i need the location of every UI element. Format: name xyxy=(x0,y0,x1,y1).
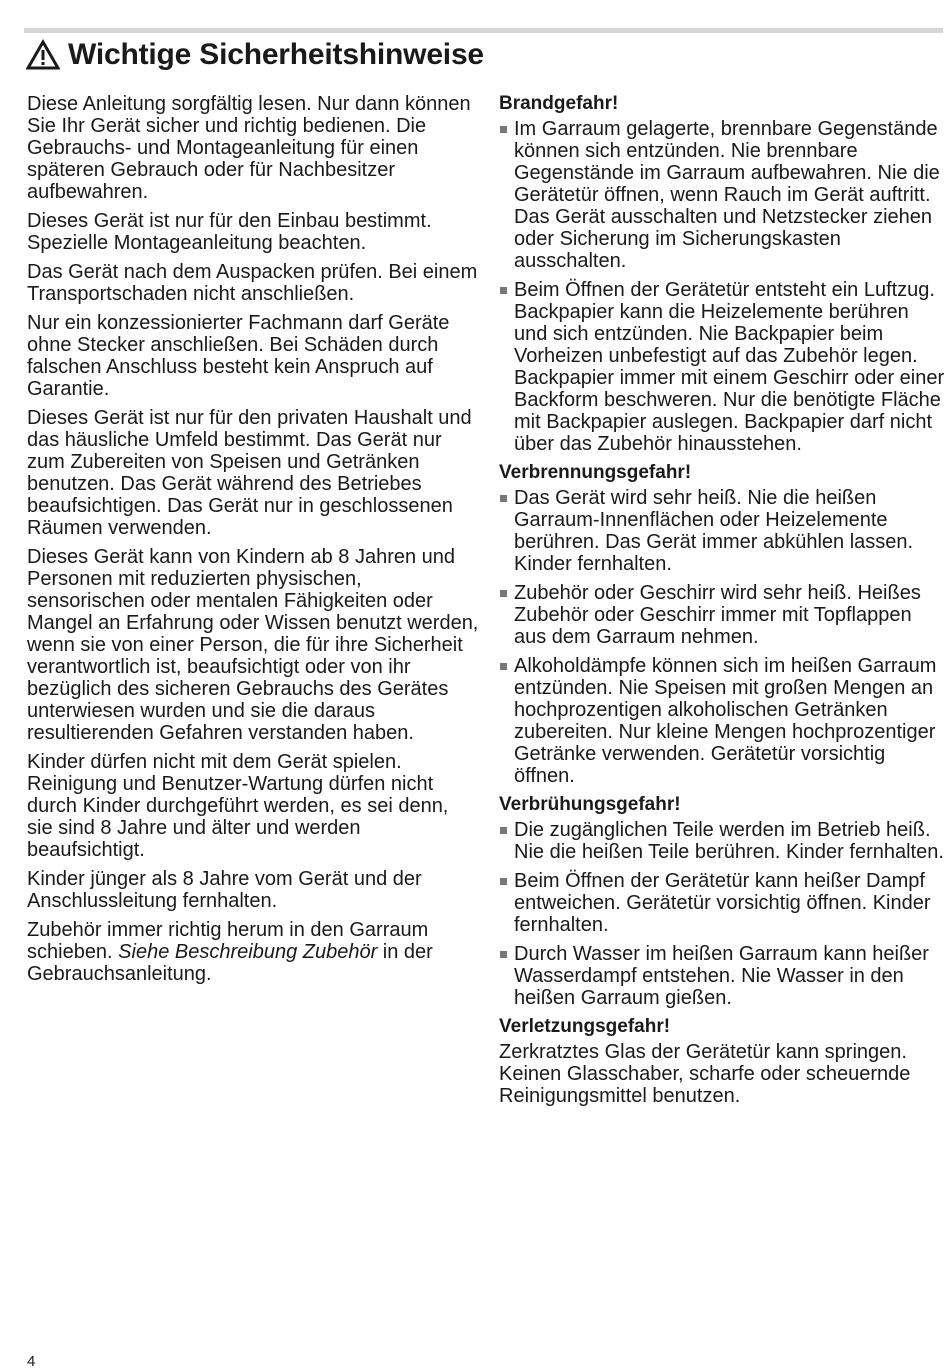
warning-triangle-icon xyxy=(26,39,62,71)
list-item xyxy=(499,118,945,272)
list-item xyxy=(499,655,945,787)
list-item xyxy=(499,819,945,863)
square-bullet-icon xyxy=(500,663,507,670)
paragraph: Dieses Gerät ist nur für den Einbau bestimmt. Spezielle Montageanleitung beachten. xyxy=(27,210,432,254)
page-number: 4 xyxy=(27,1353,36,1370)
paragraph: Das Gerät nach dem Auspacken prüfen. Bei einem Transportschaden nicht anschließen. xyxy=(27,261,478,305)
list-item-text: Durch Wasser im heißen Garraum kann heißer Wasserdampf entstehen. Nie Wasser in den heißen Garraum gießen. xyxy=(514,943,929,1009)
square-bullet-icon xyxy=(500,827,507,834)
title-row xyxy=(26,35,484,75)
square-bullet-icon xyxy=(500,878,507,885)
paragraph: Zerkratztes Glas der Gerätetür kann springen. Keinen Glasschaber, scharfe oder scheuernde Reinigungsmittel benutzen. xyxy=(499,1041,911,1107)
list-item xyxy=(499,582,945,648)
list-item xyxy=(499,870,945,936)
list-item-text: Zubehör oder Geschirr wird sehr heiß. Heißes Zubehör oder Geschirr immer mit Topflappen aus dem Garraum nehmen. xyxy=(514,582,921,648)
paragraph-text: in der Gebrauchsanleitung. xyxy=(27,941,433,985)
paragraph: Dieses Gerät ist nur für den privaten Haushalt und das häusliche Umfeld bestimmt. Das Gerät nur zum Zubereiten von Speisen und Getränken benutzen. Das Gerät während des Betriebes beaufsichtigen. Das Gerät nur in geschlossenen Räumen verwenden. xyxy=(27,407,472,539)
paragraph: Kinder dürfen nicht mit dem Gerät spielen. Reinigung und Benutzer-Wartung dürfen nicht durch Kinder durchgeführt werden, es sei denn, sie sind 8 Jahre und älter und werden beaufsichtigt. xyxy=(27,751,449,861)
list-item-text: Im Garraum gelagerte, brennbare Gegenstände können sich entzünden. Nie brennbare Gegenstände im Garraum aufbewahren. Nie die Gerätetür öffnen, wenn Rauch im Gerät auftritt. Das Gerät ausschalten und Netzstecker ziehen oder Sicherung im Sicherungskasten ausschalten. xyxy=(514,118,940,272)
left-column xyxy=(27,93,479,992)
square-bullet-icon xyxy=(500,951,507,958)
paragraph-accessory xyxy=(27,919,479,985)
square-bullet-icon xyxy=(500,495,507,502)
list-item-text: Alkoholdämpfe können sich im heißen Garraum entzünden. Nie Speisen mit großen Mengen an hochprozentigen alkoholischen Getränken zubereiten. Nur kleine Mengen hochprozentiger Getränke verwenden. Gerätetür vorsichtig öffnen. xyxy=(514,655,937,787)
top-rule xyxy=(24,28,943,33)
list-item xyxy=(499,487,945,575)
paragraph-text: Zubehör immer richtig herum in den Garraum schieben. xyxy=(27,919,429,963)
heading-verletzungsgefahr: Verletzungsgefahr! xyxy=(499,1016,671,1037)
square-bullet-icon xyxy=(500,590,507,597)
reference-text: Siehe Beschreibung Zubehör xyxy=(118,941,378,963)
paragraph: Dieses Gerät kann von Kindern ab 8 Jahren und Personen mit reduzierten physischen, sensorischen oder mentalen Fähigkeiten oder Mangel an Erfahrung oder Wissen benutzt werden, wenn sie von einer Person, die für ihre Sicherheit verantwortlich ist, beaufsichtigt oder von ihr bezüglich des sicheren Gebrauchs des Gerätes unterwiesen wurden und sie die daraus resultierenden Gefahren verstanden haben. xyxy=(27,546,479,744)
square-bullet-icon xyxy=(500,126,507,133)
paragraph: Diese Anleitung sorgfältig lesen. Nur dann können Sie Ihr Gerät sicher und richtig bedienen. Die Gebrauchs- und Montageanleitung für einen späteren Gebrauch oder für Nachbesitzer aufbewahren. xyxy=(27,93,471,203)
square-bullet-icon xyxy=(500,287,507,294)
paragraph: Kinder jünger als 8 Jahre vom Gerät und der Anschlussleitung fernhalten. xyxy=(27,868,422,912)
list-item-text: Beim Öffnen der Gerätetür kann heißer Dampf entweichen. Gerätetür vorsichtig öffnen. Kinder fernhalten. xyxy=(514,870,931,936)
heading-brandgefahr: Brandgefahr! xyxy=(499,93,619,114)
list-item xyxy=(499,943,945,1009)
list-item-text: Beim Öffnen der Gerätetür entsteht ein Luftzug. Backpapier kann die Heizelemente berühren und sich entzünden. Nie Backpapier beim Vorheizen unbefestigt auf das Zubehör legen. Backpapier immer mit einem Geschirr oder einer Backform beschweren. Nur die benötigte Fläche mit Backpapier auslegen. Backpapier darf nicht über das Zubehör hinausstehen. xyxy=(514,279,945,455)
list-item xyxy=(499,279,945,455)
list-item-text: Das Gerät wird sehr heiß. Nie die heißen Garraum-Innenflächen oder Heizelemente berühren. Das Gerät immer abkühlen lassen. Kinder fernhalten. xyxy=(514,487,914,575)
heading-verbruehungsgefahr: Verbrühungsgefahr! xyxy=(499,794,681,815)
list-item-text: Die zugänglichen Teile werden im Betrieb heiß. Nie die heißen Teile berühren. Kinder fernhalten. xyxy=(514,819,944,863)
heading-verbrennungsgefahr: Verbrennungsgefahr! xyxy=(499,462,692,483)
right-column xyxy=(499,93,945,1114)
page-title: Wichtige Sicherheitshinweise xyxy=(68,38,484,71)
paragraph: Nur ein konzessionierter Fachmann darf Geräte ohne Stecker anschließen. Bei Schäden durch falschen Anschluss besteht kein Anspruch auf Garantie. xyxy=(27,312,450,400)
